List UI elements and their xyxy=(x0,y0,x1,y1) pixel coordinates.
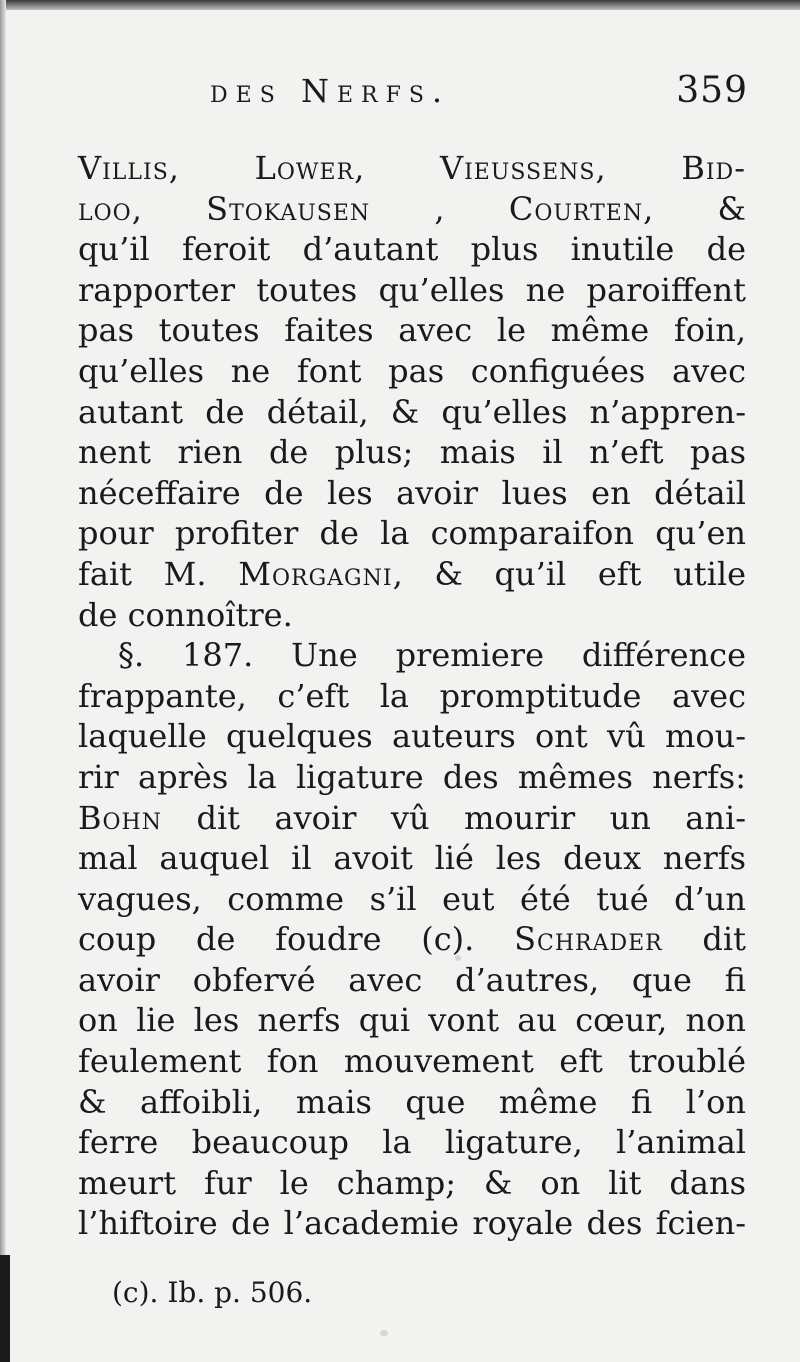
text-line: Bohn dit avoir vû mourir un ani- xyxy=(78,798,746,837)
text-line: qu’il feroit d’autant plus inutile de xyxy=(78,230,746,269)
text-line: on lie les nerfs qui vont au cœur, non xyxy=(78,1001,746,1040)
text-line: pour profiter de la comparaifon qu’en xyxy=(78,514,746,553)
text-line: l’hiftoire de l’academie royale des fcien- xyxy=(78,1204,746,1243)
text-line: nent rien de plus; mais il n’eft pas xyxy=(78,433,746,472)
text-line: rir après la ligature des mêmes nerfs: xyxy=(78,757,746,796)
running-head xyxy=(210,66,770,126)
text-line: Villis, Lower, Vieussens, Bid- xyxy=(78,149,747,187)
text-line: qu’elles ne font pas configuées avec xyxy=(78,351,746,390)
text-line: avoir obfervé avec d’autres, que fi xyxy=(78,960,746,999)
body-text xyxy=(78,148,746,1244)
text-line: coup de foudre (c). Schrader dit xyxy=(78,920,747,959)
text-line: rapporter toutes qu’elles ne paroiffent xyxy=(78,270,746,309)
section-187-start: §. 187. Une premiere différence xyxy=(118,636,746,675)
text-line: loo, Stokausen , Courten, & xyxy=(78,189,747,228)
running-title: des Nerfs. xyxy=(210,72,451,110)
text-line: fait M. Morgagni, & qu’il eft utile xyxy=(78,554,746,593)
text-line: de connoître. xyxy=(78,595,293,634)
text-line: meurt fur le champ; & on lit dans xyxy=(78,1163,746,1202)
page-number: 359 xyxy=(676,70,748,111)
binding-shadow xyxy=(0,1255,10,1362)
text-line: néceffaire de les avoir lues en détail xyxy=(78,473,746,512)
text-line: feulement fon mouvement eft troublé xyxy=(78,1042,746,1081)
text-line: vagues, comme s’il eut été tué d’un xyxy=(78,879,746,918)
text-line: mal auquel il avoit lié les deux nerfs xyxy=(78,839,746,878)
page-left-edge xyxy=(0,0,6,1362)
text-line: ferre beaucoup la ligature, l’animal xyxy=(78,1123,746,1162)
text-line: & affoibli, mais que même fi l’on xyxy=(78,1082,746,1121)
text-line: frappante, c’eft la promptitude avec xyxy=(78,676,746,715)
text-line: autant de détail, & qu’elles n’appren- xyxy=(78,392,746,431)
text-line: laquelle quelques auteurs ont vû mou- xyxy=(78,717,746,756)
text-line: pas toutes faites avec le même foin, xyxy=(78,311,746,350)
page-top-edge xyxy=(0,0,800,10)
footnote: (c). Ib. p. 506. xyxy=(112,1276,313,1309)
ink-speck xyxy=(380,1330,388,1336)
